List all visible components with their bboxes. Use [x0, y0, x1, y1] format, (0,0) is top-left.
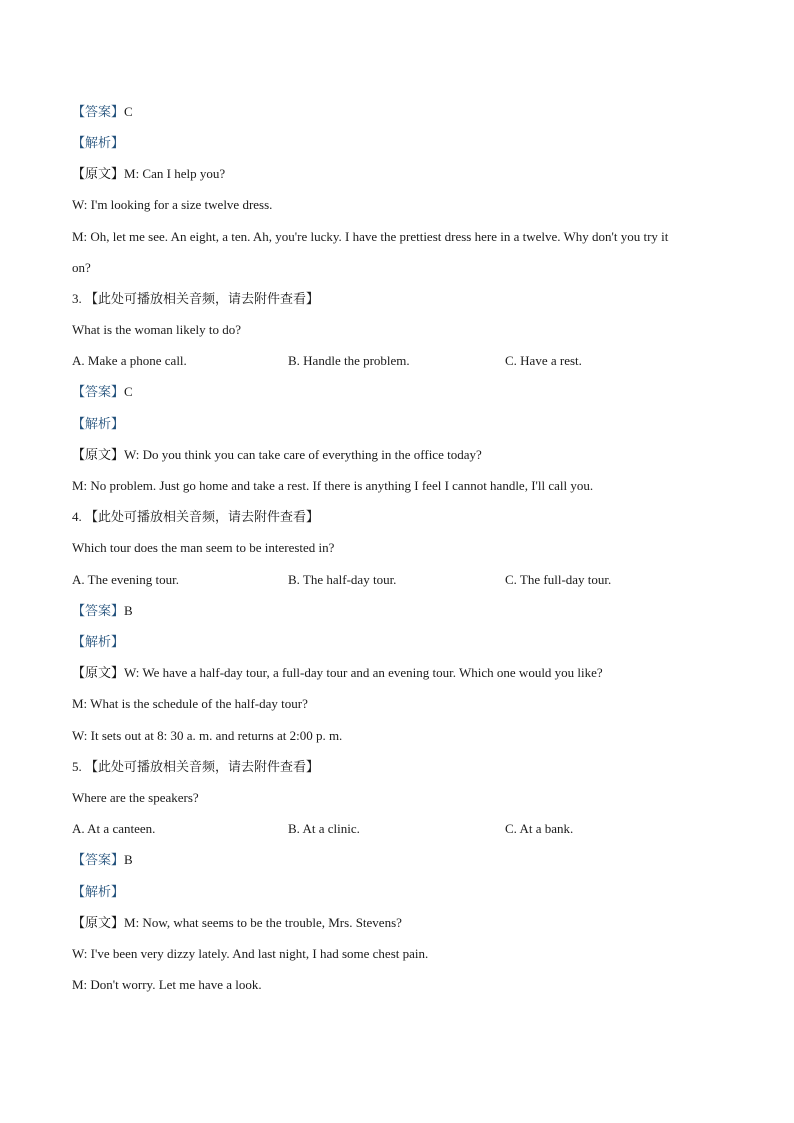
q4-transcript-line — [72, 726, 732, 746]
option-a: A. Make a phone call. — [72, 353, 187, 368]
answer-value: B — [124, 603, 133, 618]
q3-question — [72, 320, 732, 340]
q4-options — [72, 570, 732, 590]
q2-transcript-line — [72, 164, 732, 184]
question-number: 3. — [72, 291, 82, 306]
q3-analysis-line — [72, 414, 732, 434]
option-b: B. At a clinic. — [288, 821, 360, 836]
q2-analysis-line — [72, 133, 732, 153]
q5-question — [72, 788, 732, 808]
question-number: 5. — [72, 759, 82, 774]
q4-transcript-line — [72, 694, 732, 714]
audio-note: 【此处可播放相关音频，请去附件查看】 — [85, 759, 320, 774]
transcript-text: M: Can I help you? — [124, 166, 226, 181]
transcript-text: W: We have a half-day tour, a full-day tour and an evening tour. Which one would you like? — [124, 665, 603, 680]
question-text: Where are the speakers? — [72, 790, 199, 805]
q3-heading — [72, 289, 732, 309]
q4-question — [72, 538, 732, 558]
audio-note: 【此处可播放相关音频，请去附件查看】 — [85, 509, 320, 524]
original-text-tag: 【原文】 — [72, 665, 125, 680]
audio-note: 【此处可播放相关音频，请去附件查看】 — [85, 291, 320, 306]
answer-value: C — [124, 104, 133, 119]
answer-tag: 【答案】 — [72, 852, 125, 867]
transcript-text: W: It sets out at 8: 30 a. m. and returns at 2:00 p. m. — [72, 728, 343, 743]
q5-transcript-line — [72, 944, 732, 964]
transcript-text: on? — [72, 260, 91, 275]
option-c: C. The full-day tour. — [505, 572, 612, 587]
transcript-text: M: No problem. Just go home and take a rest. If there is anything I feel I cannot handle, I'll call you. — [72, 478, 594, 493]
answer-tag: 【答案】 — [72, 603, 125, 618]
question-number: 4. — [72, 509, 82, 524]
q5-options — [72, 819, 732, 839]
q3-answer-line — [72, 382, 732, 402]
q5-transcript-line — [72, 913, 732, 933]
transcript-text: W: Do you think you can take care of everything in the office today? — [124, 447, 482, 462]
q4-heading — [72, 507, 732, 527]
transcript-text: W: I've been very dizzy lately. And last night, I had some chest pain. — [72, 946, 429, 961]
q4-analysis-line — [72, 632, 732, 652]
question-text: Which tour does the man seem to be interested in? — [72, 540, 335, 555]
option-c: C. At a bank. — [505, 821, 574, 836]
analysis-tag: 【解析】 — [72, 135, 125, 150]
analysis-tag: 【解析】 — [72, 634, 125, 649]
transcript-text: M: What is the schedule of the half-day tour? — [72, 696, 308, 711]
q5-transcript-line — [72, 975, 732, 995]
q2-answer-line — [72, 102, 732, 122]
transcript-text: M: Oh, let me see. An eight, a ten. Ah, you're lucky. I have the prettiest dress here in a twelve. Why don't you try it — [72, 229, 669, 244]
transcript-text: W: I'm looking for a size twelve dress. — [72, 197, 273, 212]
option-c: C. Have a rest. — [505, 353, 582, 368]
q2-transcript-line — [72, 195, 732, 215]
option-a: A. The evening tour. — [72, 572, 179, 587]
answer-tag: 【答案】 — [72, 104, 125, 119]
analysis-tag: 【解析】 — [72, 416, 125, 431]
answer-tag: 【答案】 — [72, 384, 125, 399]
q5-heading — [72, 757, 732, 777]
q4-transcript-line — [72, 663, 732, 683]
analysis-tag: 【解析】 — [72, 884, 125, 899]
transcript-text: M: Now, what seems to be the trouble, Mrs. Stevens? — [124, 915, 402, 930]
option-b: B. Handle the problem. — [288, 353, 410, 368]
answer-value: B — [124, 852, 133, 867]
q3-transcript-line — [72, 476, 732, 496]
option-a: A. At a canteen. — [72, 821, 156, 836]
q2-transcript-line — [72, 227, 732, 247]
q2-transcript-line — [72, 258, 732, 278]
q4-answer-line — [72, 601, 732, 621]
original-text-tag: 【原文】 — [72, 915, 125, 930]
original-text-tag: 【原文】 — [72, 447, 125, 462]
original-text-tag: 【原文】 — [72, 166, 125, 181]
q5-answer-line — [72, 850, 732, 870]
question-text: What is the woman likely to do? — [72, 322, 241, 337]
transcript-text: M: Don't worry. Let me have a look. — [72, 977, 262, 992]
option-b: B. The half-day tour. — [288, 572, 397, 587]
q3-transcript-line — [72, 445, 732, 465]
answer-value: C — [124, 384, 133, 399]
q3-options — [72, 351, 732, 371]
q5-analysis-line — [72, 882, 732, 902]
